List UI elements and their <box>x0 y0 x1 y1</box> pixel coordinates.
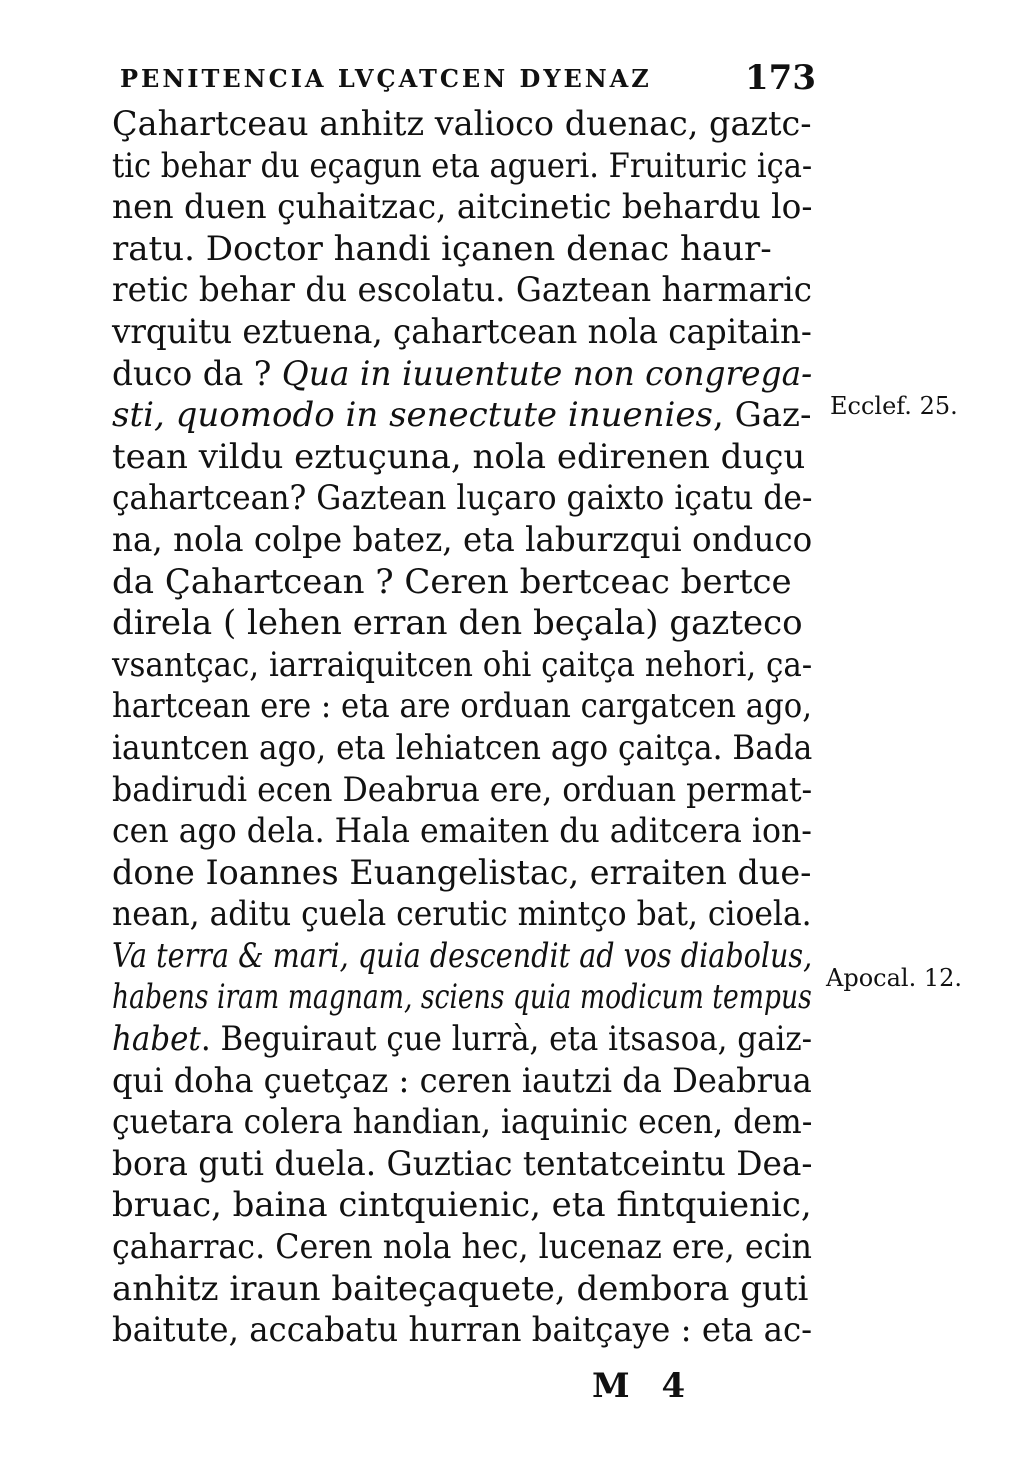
text-segment: vrquitu eztuena, çahartcean nola capitain- <box>112 311 812 352</box>
text-segment: nean, aditu çuela cerutic mintço bat, cioela. <box>112 894 812 935</box>
text-line <box>112 478 813 520</box>
text-segment: da Çahartcean ? Ceren bertceac bertce <box>112 561 792 602</box>
text-segment: . Beguiraut çue lurrà, eta itsasoa, gaiz- <box>200 1019 813 1060</box>
text-line <box>112 187 813 229</box>
signature-mark: M 4 <box>592 1366 696 1406</box>
text-line <box>112 935 813 978</box>
text-segment: , Gaz- <box>712 395 812 436</box>
text-line <box>112 229 812 271</box>
text-segment: bruac, baina cintquienic, eta fintquienic, <box>112 1185 812 1226</box>
text-line <box>112 353 813 396</box>
text-segment: retic behar du escolatu. Gaztean harmaric <box>112 270 812 311</box>
text-segment: çuetara colera handian, iaquinic ecen, dem- <box>112 1102 813 1143</box>
text-segment: badirudi ecen Deabrua ere, orduan permat- <box>112 769 813 810</box>
text-line <box>112 769 813 812</box>
margin-note-apocalypse: Apocal. 12. <box>826 964 962 992</box>
text-line <box>112 894 812 936</box>
text-line <box>112 1060 812 1103</box>
text-line <box>112 311 812 354</box>
text-segment: çaharrac. Ceren nola hec, lucenaz ere, ecin <box>112 1227 812 1268</box>
text-line <box>112 686 812 728</box>
text-line <box>112 270 812 312</box>
latin-quote-segment: sti, quomodo in senectute inuenies <box>112 395 713 436</box>
latin-quote-segment: Va terra & mari, quia descendit ad vos diabolus, <box>112 935 813 976</box>
margin-note-ecclesiasticus: Ecclef. 25. <box>830 392 958 420</box>
text-line <box>112 104 812 146</box>
text-line <box>112 519 813 562</box>
text-segment: ratu. Doctor handi içanen denac haur- <box>112 228 772 269</box>
text-line <box>112 1143 813 1186</box>
text-line <box>112 562 812 604</box>
text-segment: qui doha çuetçaz : ceren iautzi da Deabrua <box>112 1060 812 1101</box>
text-line <box>112 145 813 188</box>
text-segment: direla ( lehen erran den beçala) gazteco <box>112 603 803 644</box>
text-segment: vsantçac, iarraiquitcen ohi çaitça nehori, ça- <box>112 644 813 685</box>
text-segment: baitute, accabatu hurran baitçaye : eta ac- <box>112 1310 813 1351</box>
body-text <box>112 104 812 1352</box>
text-segment: nen duen çuhaitzac, aitcinetic behardu lo- <box>112 187 813 228</box>
text-segment: hartcean ere : eta are orduan cargatcen ago, <box>112 686 812 727</box>
running-title: PENITENCIA LVÇATCEN DYENAZ <box>120 64 652 93</box>
text-line <box>112 1310 813 1352</box>
latin-quote-segment: habet <box>112 1019 201 1060</box>
text-line <box>112 437 812 479</box>
text-segment: anhitz iraun baiteçaquete, dembora guti <box>112 1268 809 1309</box>
text-segment: iauntcen ago, eta lehiatcen ago çaitça. Bada <box>112 727 813 768</box>
text-segment: duco da ? <box>112 353 282 394</box>
text-segment: tic behar du eçagun eta agueri. Fruituric iça- <box>112 145 813 186</box>
text-segment: bora guti duela. Guztiac tentatceintu Dea- <box>112 1143 813 1184</box>
latin-quote-segment: habens iram magnam, sciens quia modicum tempus <box>112 977 812 1018</box>
text-line <box>112 603 812 645</box>
text-segment: na, nola colpe batez, eta laburzqui onduco <box>112 519 813 560</box>
text-line <box>112 1269 812 1311</box>
text-line <box>112 395 812 437</box>
text-segment: Çahartceau anhitz valioco duenac, gaztc- <box>112 104 812 144</box>
running-head <box>120 58 820 102</box>
text-line <box>112 1102 813 1144</box>
text-line <box>112 977 812 1019</box>
text-segment: tean vildu eztuçuna, nola edirenen duçu <box>112 436 806 477</box>
text-segment: cen ago dela. Hala emaiten du aditcera ion- <box>112 811 812 852</box>
latin-quote-segment: Qua in iuuentute non congrega- <box>281 353 813 394</box>
text-line <box>112 852 812 895</box>
text-segment: done Ioannes Euangelistac, erraiten due- <box>112 852 812 893</box>
page-number: 173 <box>745 58 816 98</box>
text-line <box>112 1019 813 1061</box>
text-line <box>112 1227 812 1269</box>
text-line <box>112 727 813 770</box>
text-line <box>112 1185 811 1227</box>
text-segment: çahartcean? Gaztean luçaro gaixto içatu de- <box>112 478 813 519</box>
text-line <box>112 644 813 687</box>
text-line <box>112 811 812 853</box>
